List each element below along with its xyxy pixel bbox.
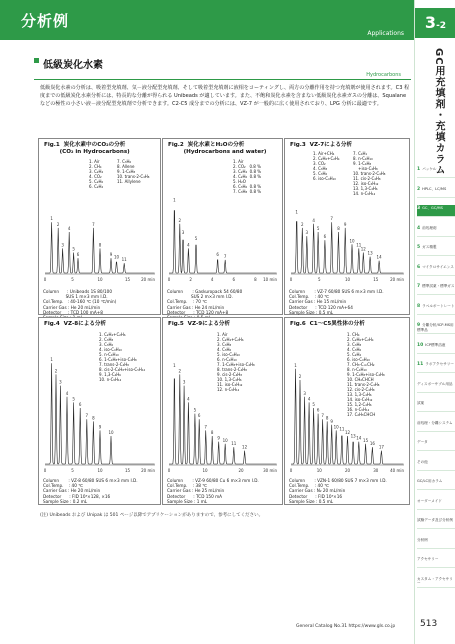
section-marker xyxy=(34,58,39,63)
figure-title: Fig.2 炭化水素とH₂Oの分析 (Hydrocarbons and water) xyxy=(168,142,267,155)
sidebar-item[interactable] xyxy=(417,186,455,198)
sidebar-item[interactable] xyxy=(417,361,455,373)
peak-label: 10 xyxy=(222,437,228,443)
peak-label: 12 xyxy=(360,246,366,252)
peak-label: 9 xyxy=(217,435,220,441)
sidebar-item[interactable] xyxy=(417,517,455,529)
sidebar-item[interactable] xyxy=(417,244,455,256)
peak-list-2: 7. C₃H₆ 8. Allene 9. 1-C₄H₈ 10. trans-2-C₄H₈ 11. Allylene xyxy=(117,159,150,184)
peak-label: 9 xyxy=(330,418,333,424)
x-tick-label: 30 xyxy=(373,468,379,473)
footer-catalog: General Catalog No.31 https://www.gls.co.jp xyxy=(296,624,396,629)
x-tick-label: 10 xyxy=(344,277,351,282)
peak-label: 10 xyxy=(113,254,120,260)
peak-label: 3 xyxy=(181,230,185,236)
peak-label: 4 xyxy=(187,242,190,248)
peak-label: 5 xyxy=(72,396,75,402)
chromatogram xyxy=(165,187,281,285)
sidebar-item-number: 5 xyxy=(417,245,421,250)
peak-label: 17 xyxy=(378,444,384,450)
peak-label: 5 xyxy=(316,226,320,231)
chromatogram xyxy=(287,187,408,285)
conditions: Column : Unibeads 1S 80/100 SUS 1 m×3 mm I.D. Col.Temp. : 40-160 ℃ (10 ℃/min) Carrier Gas : He 20 mL/min Detector : TCD 100 mA+8 xyxy=(43,289,117,315)
sidebar-item[interactable] xyxy=(417,283,455,295)
chapter-title: GC用充填剤・充填カラム xyxy=(433,48,444,176)
peak-label: 9 xyxy=(343,221,347,227)
sidebar-item-number: 6 xyxy=(417,264,421,270)
intro-paragraph: 低級炭化水素の分析は、吸着型充填剤、気－液分配型充填剤、そして吸着型充填剤に液相をコーティングし、両方の分離作用を持つ充填剤が使用されます。C3 程度までの低級炭化水素分析には、特長的な分離が得られる Unibeads が適しています。また、不飽和炭化水素を含まない低級炭化水素ガスの分離は、Squalane などの極性の小さい液－液分配型充填剤で分析できます。C2-C5 成分までの分析には、VZ-7 が一般的に広く使用されており、LPG 分析に最適です。 xyxy=(40,85,410,107)
figure-title: Fig.1 炭化水素中のCO₂の分析 (CO₂ in Hydrocarbons) xyxy=(44,142,130,155)
peak-label: 15 xyxy=(363,437,369,443)
sidebar-item[interactable] xyxy=(417,381,455,393)
x-tick-label: 0 xyxy=(289,277,293,282)
sidebar-item-label: ガス精製 xyxy=(422,245,437,249)
x-tick-label: 20 xyxy=(344,468,351,473)
peak-list: 1. Air 2. CH₄ 3. C₂H₄ 4. CO₂ 5. C₂H₆ 6. C₂H₂ xyxy=(89,159,104,189)
sidebar-item-number: 10 xyxy=(417,342,424,348)
figure-title: Fig.4 VZ-8による分析 xyxy=(44,321,107,327)
x-tick-label: 10 xyxy=(316,468,322,473)
peak-label: 1 xyxy=(294,362,297,368)
peak-label: 14 xyxy=(376,254,382,260)
peak-label: 11 xyxy=(231,441,237,447)
x-tick-label: 10 min xyxy=(263,277,277,282)
sidebar-item-number: 7 xyxy=(417,284,421,289)
sidebar-item-number: 4 xyxy=(417,225,421,231)
sidebar-item[interactable] xyxy=(417,478,455,490)
peak-label: 6 xyxy=(197,413,201,419)
peak-label: 10 xyxy=(349,238,355,244)
peak-label: 11 xyxy=(356,242,362,248)
page-subtitle: Applications xyxy=(367,30,404,37)
sidebar-item-number: 1 xyxy=(417,167,421,172)
chromatogram-trace xyxy=(45,222,155,273)
peak-label: 11 xyxy=(121,257,127,263)
peak-label: 7 xyxy=(92,221,95,227)
chromatogram-trace xyxy=(291,369,404,464)
x-tick-label: 5 xyxy=(71,468,74,473)
page-title: 分析例 xyxy=(21,12,70,30)
sidebar-item-label: 分析例 xyxy=(417,537,428,542)
chromatogram xyxy=(41,348,159,476)
peak-label: 6 xyxy=(216,252,219,258)
sidebar-item[interactable] xyxy=(417,342,455,354)
figure-title: Fig.5 VZ-9による分析 xyxy=(168,321,231,327)
peak-label: 4 xyxy=(312,217,315,223)
peak-label: 1 xyxy=(50,216,53,222)
sidebar-item[interactable] xyxy=(417,576,455,588)
sidebar-item-label: ラボアクセサリー xyxy=(425,362,454,366)
x-tick-label: 0 xyxy=(289,468,293,473)
peak-label: 2 xyxy=(178,368,182,374)
conditions: Column : Gaskuropack 54 60/80 SUS 2 m×3 mm I.D. Col.Temp. : 70 ℃ Carrier Gas : He 24 mL/min Detector : TCD 120 mA+8 xyxy=(167,289,243,315)
x-tick-label: 0 xyxy=(43,468,47,473)
chapter-main: 3 xyxy=(424,13,437,32)
peak-label: 6 xyxy=(76,252,80,258)
x-tick-label: 4 xyxy=(210,277,214,282)
figure-panel-4 xyxy=(38,317,161,505)
peak-label: 7 xyxy=(204,424,207,430)
sidebar-item[interactable] xyxy=(417,420,455,432)
peak-label: 3 xyxy=(59,379,62,385)
figure-panel-1 xyxy=(38,138,161,315)
sidebar-item[interactable] xyxy=(417,205,455,217)
peak-label: 8 xyxy=(337,226,340,231)
peak-label: 7 xyxy=(330,216,333,222)
sidebar-item-number: 3 xyxy=(417,206,421,211)
sidebar-item-label: データ xyxy=(417,440,428,444)
sidebar-item-number: 9 xyxy=(417,323,421,328)
conditions: Column : VZN-1 60/80 SUS 7 m×3 mm I.D. Col.Temp. : 40 ℃ Carrier Gas : N₂ 20 mL/min Detector : FID 10³×16 Sample Size : 0.5 mL xyxy=(289,478,387,504)
figure-panel-3 xyxy=(284,138,410,315)
section-divider xyxy=(34,79,411,80)
peak-label: 9 xyxy=(98,424,102,430)
x-tick-label: 20 xyxy=(238,468,244,473)
x-tick-label: 20 min xyxy=(141,277,155,282)
peak-label: 4 xyxy=(67,226,71,231)
figure-panel-5 xyxy=(162,317,283,505)
peak-label: 2 xyxy=(298,374,302,379)
peak-label: 12 xyxy=(344,430,351,435)
sidebar-item[interactable] xyxy=(417,166,455,178)
sidebar-item[interactable] xyxy=(417,264,455,276)
peak-list: 1. Air 2. C₂H₄+C₂H₆ 3. C₃H₈ 4. C₃H₆ 5. iso-C₄H₁₀ 6. n-C₄H₁₀ 7. 1-C₄H₈+iso-C₄H₈ 8. trans-2-C₄H₈ 9. cis-2-C₄H₈ 10. 1,3-C₄H₆ 11. iso-C₅H₁₂ 12. n-C₅H₁₂ xyxy=(217,332,255,392)
sidebar-item-label: マイクロサイエンス xyxy=(422,264,454,269)
peak-label: 7 xyxy=(85,413,89,419)
sidebar-item-label: 試薬 xyxy=(417,401,425,405)
section-title: 低級炭化水素 xyxy=(43,60,103,71)
sidebar-item[interactable] xyxy=(417,498,455,510)
peak-label: 8 xyxy=(98,242,102,248)
x-tick-label: 20 min xyxy=(390,277,404,282)
sidebar-item-label: アクセサリー xyxy=(417,557,439,561)
figure-panel-6 xyxy=(284,317,410,505)
x-tick-label: 15 xyxy=(373,277,379,282)
peak-label: 13 xyxy=(350,433,356,439)
peak-label: 10 xyxy=(108,430,114,435)
x-tick-label: 10 xyxy=(97,468,103,473)
peak-label: 2 xyxy=(301,221,304,227)
chapter-number xyxy=(415,8,455,38)
peak-label: 1 xyxy=(173,197,176,203)
sidebar-item-label: カスタム・アクセサリー xyxy=(417,576,453,585)
chromatogram xyxy=(287,348,408,476)
peak-label: 6 xyxy=(316,407,320,413)
peak-list: 1. C₂H₄+C₂H₆ 2. C₃H₈ 3. C₃H₆ 4. iso-C₄H₁₀ 5. n-C₄H₁₀ 6. 1-C₄H₈+iso-C₄H₈ 7. trans-2-C₄H₈ 8. cis-2-C₄H₈+iso-C₅H₁₂ 9. 1,3-C₄H₆ 10. n-C₅H₁₂ xyxy=(99,332,146,382)
peak-label: 4 xyxy=(307,396,311,402)
sidebar-item-number: 2 xyxy=(417,186,421,192)
peak-label: 3 xyxy=(303,390,306,396)
peak-label: 1 xyxy=(50,357,53,363)
peak-list: 1. Air+CH₄ 2. C₂H₆+C₂H₄ 3. CO₂ 4. C₃H₈ 5. C₃H₆ 6. iso-C₄H₁₀ xyxy=(313,151,340,181)
peak-label: 10 xyxy=(333,424,339,430)
sidebar-item-number: 8 xyxy=(417,303,421,309)
peak-label: 9 xyxy=(109,252,113,258)
x-tick-label: 10 xyxy=(202,468,208,473)
peak-label: 8 xyxy=(92,415,95,421)
x-tick-label: 2 xyxy=(189,277,192,282)
sidebar-item-label: ディスポーサブル用品 xyxy=(417,381,453,386)
peak-label: 3 xyxy=(61,242,64,248)
peak-label: 14 xyxy=(356,435,362,441)
x-tick-label: 6 xyxy=(232,277,236,282)
sidebar-item-label: 標準試薬・標準ガス xyxy=(422,284,455,288)
peak-label: 2 xyxy=(56,221,60,227)
peak-label: 7 xyxy=(321,413,324,419)
peak-label: 5 xyxy=(312,402,315,407)
sidebar-item[interactable] xyxy=(417,303,455,315)
sidebar-item-label: その他 xyxy=(417,459,428,464)
sidebar-item-label: 前処理剤 xyxy=(422,225,437,230)
chapter-sidebar xyxy=(414,0,455,644)
peak-label: 2 xyxy=(54,368,58,374)
conditions: Column : VZ-9 60/80 Cu 6 m×3 mm I.D. Col.Temp. : 38 ℃ Carrier Gas : He 25 mL/min Detector : TCD 150 mA Sample Size : 1 mL xyxy=(167,478,259,504)
chromatogram-trace xyxy=(169,211,277,273)
peak-label: 4 xyxy=(187,396,190,402)
x-tick-label: 0 xyxy=(167,468,171,473)
x-tick-label: 0 xyxy=(43,277,47,282)
peak-label: 13 xyxy=(367,250,373,256)
sidebar-item-label: GC/LC用カラム xyxy=(417,479,443,483)
sidebar-item-label: パッケル xyxy=(422,167,437,171)
chapter-sub: -2 xyxy=(436,21,447,31)
sidebar-item[interactable] xyxy=(417,439,455,451)
peak-label: 8 xyxy=(325,415,329,421)
sidebar-item-label: オーダーメイド xyxy=(417,498,442,503)
x-tick-label: 5 xyxy=(71,277,74,282)
x-tick-label: 0 xyxy=(167,277,171,282)
x-tick-label: 30 min xyxy=(263,468,277,473)
peak-label: 1 xyxy=(295,209,298,215)
sidebar-item-number: 11 xyxy=(417,362,424,367)
figure-panel-2 xyxy=(162,138,283,315)
peak-label: 8 xyxy=(210,430,214,435)
sidebar-item-label: 分離分析/ICP-MS用標準品 xyxy=(417,323,454,332)
sidebar-item[interactable] xyxy=(417,459,455,471)
x-tick-label: 20 min xyxy=(141,468,155,473)
footnote: (注) Unibeads および Unipak は 501 ページ以降でアプリケーションがありますので、参考にしてください。 xyxy=(40,513,264,518)
sidebar-item[interactable] xyxy=(417,400,455,412)
peak-list: 1. Air 2. CO₂ 0.8 % 3. C₂H₄ 0.8 % 4. C₂H₆ 0.8 % 5. H₂O 6. C₃H₆ 0.8 % 7. C₃H₈ 0.8 % xyxy=(233,159,262,194)
peak-label: 11 xyxy=(339,426,345,432)
conditions: Column : VZ-8 60/80 SUS 6 m×3 mm I.D. Col.Temp. : 40 ℃ Carrier Gas : He 20 mL/min Detector : FID 10³×128, ×16 Sample Size : 0.2 mL xyxy=(43,478,138,504)
sidebar-item-label: HPLC、LC/MS xyxy=(422,186,447,191)
peak-label: 5 xyxy=(193,407,197,413)
peak-label: 3 xyxy=(305,230,309,236)
figure-title: Fig.3 VZ-7による分析 xyxy=(290,142,353,148)
peak-label: 5 xyxy=(72,246,75,252)
conditions: Column : VZ-7 60/80 SUS 6 m×3 mm I.D. Col.Temp. : 40 ℃ Carrier Gas : He 15 mL/min Detector : TCD 120 mA+64 Sample Size : 0.5 mL xyxy=(289,289,384,315)
peak-label: 16 xyxy=(369,441,375,447)
sidebar-item-label: 試験データ及び分析例 xyxy=(417,518,453,522)
sidebar-item-label: ICP標準溶液 xyxy=(425,342,446,347)
peak-label: 1 xyxy=(173,362,176,368)
sidebar-item[interactable] xyxy=(417,322,455,334)
x-tick-label: 8 xyxy=(254,277,257,282)
peak-label: 3 xyxy=(182,379,186,385)
page-number: 513 xyxy=(420,619,438,629)
peak-label: 7 xyxy=(223,253,227,259)
sidebar-item-label: GC、GC/MS xyxy=(422,206,443,210)
x-tick-label: 40 min xyxy=(390,468,404,473)
figure-title: Fig.6 C1～C5異性体の分析 xyxy=(290,321,365,327)
peak-label: 6 xyxy=(78,402,82,407)
x-tick-label: 5 xyxy=(318,277,321,282)
chromatogram-trace xyxy=(169,374,277,464)
peak-label: 2 xyxy=(178,217,182,223)
sidebar-item[interactable] xyxy=(417,225,455,237)
peak-list-2: 7. C₄H₁ 8. n-C₄H₁₀ 9. 1-C₄H₈ +iso-C₄H₈ 10. trans-2-C₄H₈ 11. cis-2-C₄H₈ 12. iso-C₅H₁₂ 13. 1,3-C₄H₆ 14. n-C₅H₁₂ xyxy=(353,151,386,196)
x-tick-label: 10 xyxy=(97,277,103,282)
peak-label: 5 xyxy=(194,235,198,241)
sidebar-item-label: 前処理・分離システム xyxy=(417,420,453,425)
peak-label: 12 xyxy=(242,444,248,450)
section-subtitle: Hydrocarbons xyxy=(366,72,401,78)
x-tick-label: 15 xyxy=(124,468,131,473)
chromatogram xyxy=(41,187,159,285)
page-header xyxy=(0,0,414,40)
peak-list: 1. CH₄ 2. C₂H₆+C₂H₄ 3. C₃H₈ 4. C₃H₆ 5. C₂H₂ 6. iso-C₄H₁₀ 7. CH₃-C=CH₂ 8. n-C₄H₁₀ 9. 1-C₄H₈+iso-C₄H₈ 10. CH₂CHCH 11. trans-2-C₄H₈ 12. cis-2-C₄H₈ 13. 1,3-C₄H₆ 14. iso-C₅H₁₂ 15. 1,2-C₄H₆ 16. n-C₅H₁₂ 17. C₂H₅CHCH xyxy=(347,332,385,417)
chromatogram-trace xyxy=(45,363,155,464)
sidebar-item[interactable] xyxy=(417,537,455,549)
peak-label: 4 xyxy=(65,390,69,396)
sidebar-item-label: ラベルポートレート xyxy=(422,303,455,308)
chromatogram xyxy=(165,348,281,476)
sidebar-item[interactable] xyxy=(417,556,455,568)
peak-label: 6 xyxy=(323,234,327,240)
x-tick-label: 15 xyxy=(124,277,131,282)
